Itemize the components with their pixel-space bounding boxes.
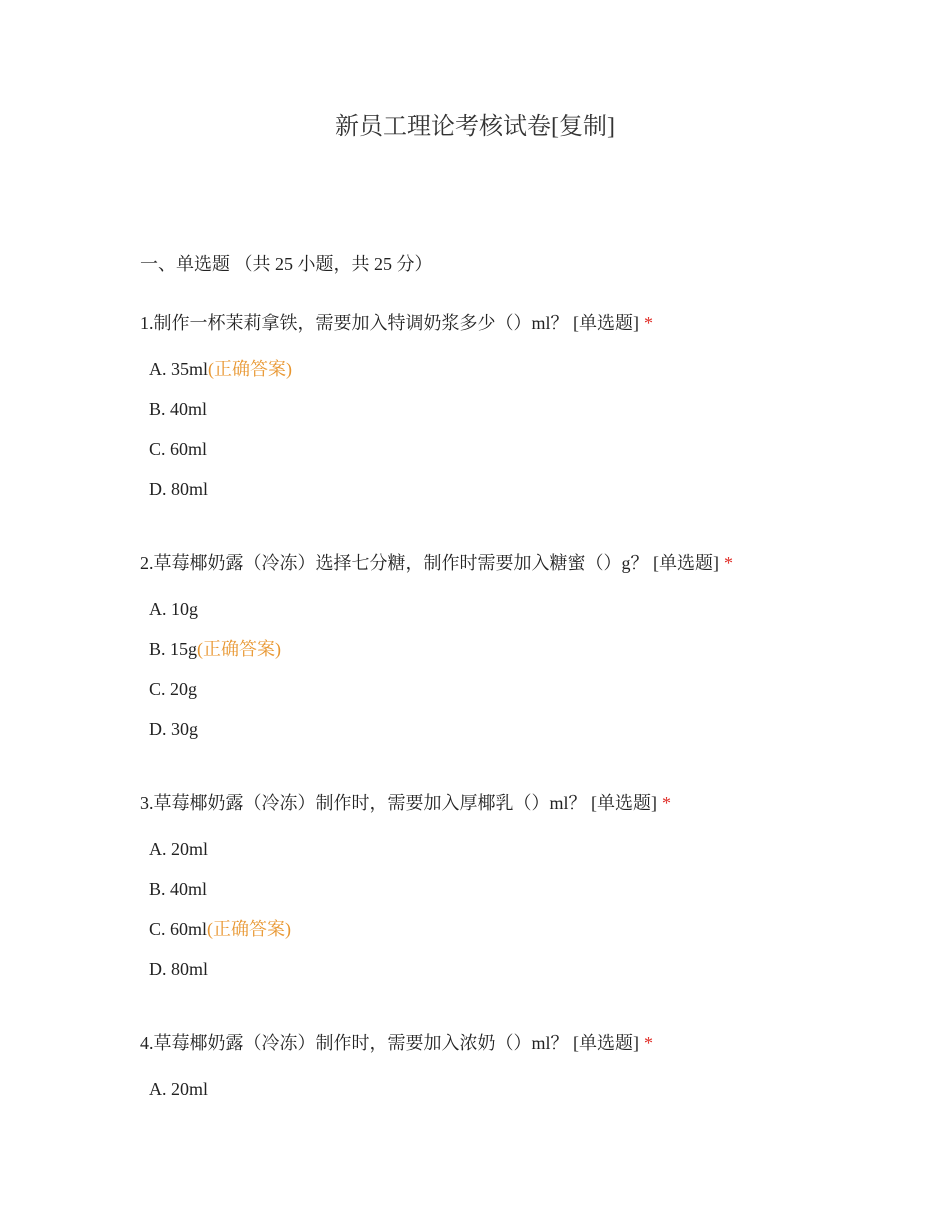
option-label: B. 15g bbox=[149, 639, 198, 659]
option-b bbox=[149, 637, 900, 677]
option-label: A. 35ml bbox=[149, 359, 209, 379]
question-label: 3.草莓椰奶露（冷冻）制作时，需要加入厚椰乳（）ml？ [单选题] bbox=[140, 793, 657, 813]
option-label: C. 60ml bbox=[149, 439, 208, 459]
option-label: D. 80ml bbox=[149, 959, 209, 979]
question-1 bbox=[140, 311, 900, 517]
option-d bbox=[149, 477, 900, 517]
option-a bbox=[149, 357, 900, 397]
option-label: D. 80ml bbox=[149, 479, 209, 499]
option-label: C. 20g bbox=[149, 679, 198, 699]
required-mark: * bbox=[644, 313, 653, 333]
option-b bbox=[149, 397, 900, 437]
option-list bbox=[140, 1077, 900, 1117]
question-label: 4.草莓椰奶露（冷冻）制作时，需要加入浓奶（）ml？ [单选题] bbox=[140, 1033, 639, 1053]
page-title: 新员工理论考核试卷[复制] bbox=[335, 114, 615, 140]
option-d bbox=[149, 717, 900, 757]
correct-answer-note: (正确答案) bbox=[208, 359, 293, 379]
option-c bbox=[149, 917, 900, 957]
question-label: 2.草莓椰奶露（冷冻）选择七分糖，制作时需要加入糖蜜（）g？ [单选题] bbox=[140, 553, 719, 573]
question-text bbox=[140, 551, 900, 575]
option-d bbox=[149, 957, 900, 997]
section-heading: 一、单选题 （共 25 小题，共 25 分） bbox=[140, 254, 433, 274]
option-label: D. 30g bbox=[149, 719, 198, 739]
question-text bbox=[140, 311, 900, 335]
option-c bbox=[149, 437, 900, 477]
option-a bbox=[149, 837, 900, 877]
question-label: 1.制作一杯茉莉拿铁，需要加入特调奶浆多少（）ml？ [单选题] bbox=[140, 313, 639, 333]
required-mark: * bbox=[724, 553, 733, 573]
question-list bbox=[140, 311, 900, 1151]
option-label: B. 40ml bbox=[149, 399, 208, 419]
question-3 bbox=[140, 791, 900, 997]
correct-answer-note: (正确答案) bbox=[207, 919, 292, 939]
option-a bbox=[149, 597, 900, 637]
option-b bbox=[149, 877, 900, 917]
option-label: A. 20ml bbox=[149, 839, 209, 859]
option-list bbox=[140, 597, 900, 757]
option-a bbox=[149, 1077, 900, 1117]
question-4 bbox=[140, 1031, 900, 1117]
required-mark: * bbox=[662, 793, 671, 813]
option-label: C. 60ml bbox=[149, 919, 208, 939]
option-label: A. 20ml bbox=[149, 1079, 209, 1099]
option-label: A. 10g bbox=[149, 599, 198, 619]
option-label: B. 40ml bbox=[149, 879, 208, 899]
option-c bbox=[149, 677, 900, 717]
question-2 bbox=[140, 551, 900, 757]
option-list bbox=[140, 357, 900, 517]
correct-answer-note: (正确答案) bbox=[197, 639, 282, 659]
question-text bbox=[140, 1031, 900, 1055]
question-text bbox=[140, 791, 900, 815]
required-mark: * bbox=[644, 1033, 653, 1053]
option-list bbox=[140, 837, 900, 997]
